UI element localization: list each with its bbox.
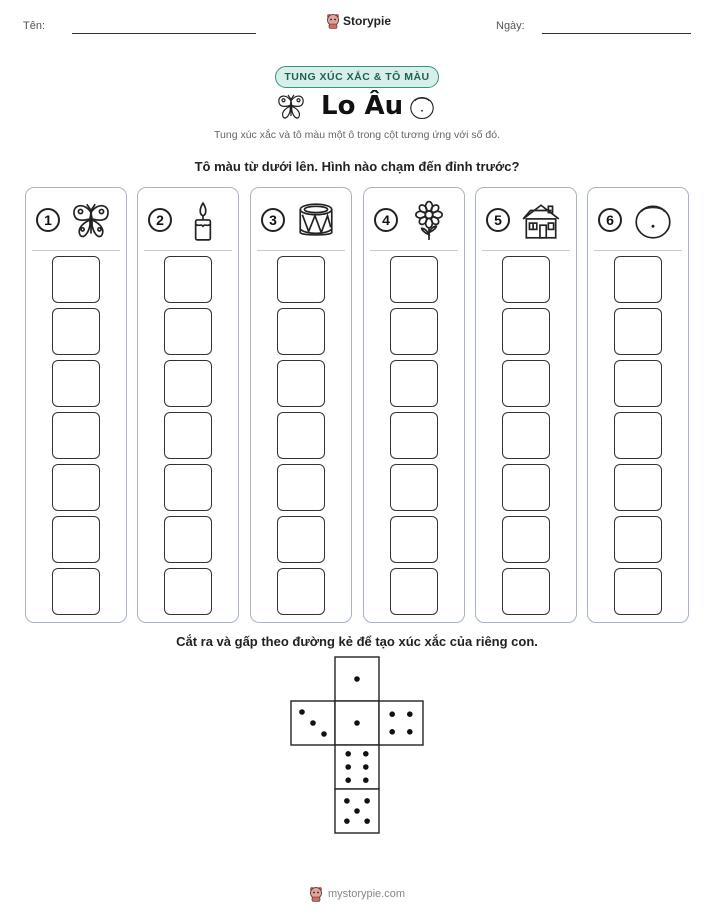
color-cell[interactable] — [614, 516, 662, 563]
color-cell[interactable] — [390, 360, 438, 407]
color-cell[interactable] — [390, 308, 438, 355]
cut-instruction: Cắt ra và gấp theo đường kẻ để tạo xúc xắc của riêng con. — [176, 634, 538, 649]
dice-pip — [354, 676, 360, 682]
dice-pip — [344, 798, 350, 804]
column-number: 3 — [261, 208, 285, 232]
column-number: 6 — [598, 208, 622, 232]
butterfly-icon — [70, 200, 112, 242]
color-cell[interactable] — [164, 516, 212, 563]
color-cell[interactable] — [164, 464, 212, 511]
dice-face — [335, 657, 379, 701]
dice-pip — [389, 711, 395, 717]
color-cell[interactable] — [390, 516, 438, 563]
dice-pip — [364, 798, 370, 804]
dice-pip — [344, 818, 350, 824]
dice-pip — [310, 720, 316, 726]
date-label: Ngày: — [496, 20, 525, 32]
color-cell[interactable] — [502, 360, 550, 407]
name-line — [72, 33, 256, 34]
dice-pip — [345, 777, 351, 783]
column-number: 5 — [486, 208, 510, 232]
color-cell[interactable] — [502, 256, 550, 303]
color-cell[interactable] — [614, 308, 662, 355]
worried-face-icon — [632, 200, 674, 242]
color-cell[interactable] — [277, 464, 325, 511]
color-cell[interactable] — [164, 568, 212, 615]
color-cell[interactable] — [502, 308, 550, 355]
color-cell[interactable] — [277, 256, 325, 303]
color-cell[interactable] — [52, 568, 100, 615]
dice-pip — [354, 720, 360, 726]
date-line — [542, 33, 691, 34]
page-title: Lo Âu — [321, 91, 404, 121]
storypie-mascot-icon — [309, 886, 323, 902]
column-2 — [137, 187, 239, 623]
dice-pip — [363, 751, 369, 757]
drum-icon — [295, 200, 337, 242]
brand-name: Storypie — [343, 14, 392, 28]
activity-badge: TUNG XÚC XẮC & TÔ MÀU — [275, 66, 439, 88]
color-cell[interactable] — [614, 256, 662, 303]
color-cell[interactable] — [502, 568, 550, 615]
color-cell[interactable] — [390, 256, 438, 303]
color-cell[interactable] — [277, 308, 325, 355]
candle-icon — [182, 200, 224, 242]
worried-face-icon — [408, 94, 436, 122]
color-cell[interactable] — [614, 360, 662, 407]
color-cell[interactable] — [390, 568, 438, 615]
footer — [0, 886, 714, 902]
column-5 — [475, 187, 577, 623]
column-divider — [257, 250, 345, 251]
column-3 — [250, 187, 352, 623]
color-cell[interactable] — [614, 568, 662, 615]
dice-pip — [389, 729, 395, 735]
column-number: 1 — [36, 208, 60, 232]
butterfly-icon — [276, 92, 306, 122]
color-cell[interactable] — [52, 256, 100, 303]
dice-face — [335, 789, 379, 833]
flower-icon — [408, 200, 450, 242]
color-cell[interactable] — [390, 412, 438, 459]
color-cell[interactable] — [277, 360, 325, 407]
column-divider — [370, 250, 458, 251]
footer-url: mystorypie.com — [327, 888, 406, 900]
color-cell[interactable] — [52, 360, 100, 407]
dice-pip — [345, 764, 351, 770]
storypie-mascot-icon — [326, 13, 340, 29]
column-number: 4 — [374, 208, 398, 232]
color-cell[interactable] — [390, 464, 438, 511]
dice-pip — [345, 751, 351, 757]
column-divider — [144, 250, 232, 251]
color-cell[interactable] — [277, 412, 325, 459]
name-label: Tên: — [23, 20, 46, 32]
subtitle: Tung xúc xắc và tô màu một ô trong cột tương ứng với số đó. — [214, 129, 500, 141]
column-6 — [587, 187, 689, 623]
column-divider — [594, 250, 682, 251]
dice-face — [335, 745, 379, 789]
color-cell[interactable] — [164, 360, 212, 407]
color-cell[interactable] — [52, 308, 100, 355]
column-1 — [25, 187, 127, 623]
color-cell[interactable] — [52, 516, 100, 563]
column-divider — [32, 250, 120, 251]
dice-face — [291, 701, 335, 745]
dice-face — [379, 701, 423, 745]
column-4 — [363, 187, 465, 623]
coloring-instruction: Tô màu từ dưới lên. Hình nào chạm đến đỉnh trước? — [194, 159, 520, 174]
color-cell[interactable] — [164, 412, 212, 459]
color-cell[interactable] — [277, 516, 325, 563]
dice-pip — [354, 808, 360, 814]
dice-pip — [407, 729, 413, 735]
column-number: 2 — [148, 208, 172, 232]
dice-pip — [407, 711, 413, 717]
dice-pip — [363, 777, 369, 783]
color-cell[interactable] — [502, 412, 550, 459]
color-cell[interactable] — [52, 412, 100, 459]
color-cell[interactable] — [164, 308, 212, 355]
color-cell[interactable] — [164, 256, 212, 303]
color-cell[interactable] — [277, 568, 325, 615]
color-cell[interactable] — [614, 464, 662, 511]
color-cell[interactable] — [502, 516, 550, 563]
dice-pip — [363, 764, 369, 770]
dice-pip — [299, 709, 305, 715]
column-divider — [482, 250, 570, 251]
dice-pip — [364, 818, 370, 824]
dice-face — [335, 701, 379, 745]
house-icon — [520, 200, 562, 242]
dice-pip — [321, 731, 327, 737]
brand-logo — [326, 13, 391, 29]
color-cell[interactable] — [502, 464, 550, 511]
color-cell[interactable] — [614, 412, 662, 459]
title-row — [0, 88, 714, 128]
color-cell[interactable] — [52, 464, 100, 511]
